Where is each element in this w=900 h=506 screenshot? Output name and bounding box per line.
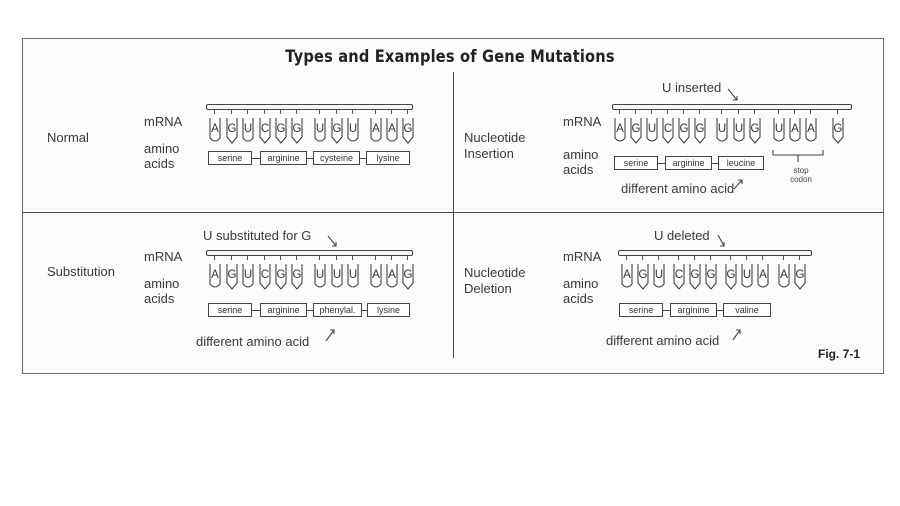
normal-base-letter: G	[332, 123, 342, 135]
substitution-base-letter: U	[243, 269, 253, 281]
insertion-base-letter: C	[663, 123, 673, 135]
deletion-label: Nucleotide Deletion	[464, 265, 526, 296]
normal-base-letter: G	[403, 123, 413, 135]
insertion-base-letter: A	[791, 123, 799, 135]
normal-amino-acid-2: cysteine	[313, 151, 360, 165]
normal-base-letter: A	[372, 123, 380, 135]
substitution-base-letter: G	[403, 269, 413, 281]
substitution-amino-label: amino acids	[144, 276, 180, 306]
normal-amino-label: amino acids	[144, 141, 180, 171]
insertion-note-top: U inserted	[662, 80, 722, 95]
insertion-base-letter: G	[695, 123, 705, 135]
deletion-base-letter: A	[780, 269, 788, 281]
substitution-base-letter: U	[348, 269, 358, 281]
stop-codon-label: stop codon	[790, 166, 812, 184]
normal-amino-acid-3: lysine	[366, 151, 410, 165]
deletion-base-letter: G	[638, 269, 648, 281]
normal-base-letter: U	[315, 123, 325, 135]
normal-base-letter: A	[211, 123, 219, 135]
insertion-amino-acid-0: serine	[614, 156, 658, 170]
substitution-base-letter: G	[292, 269, 302, 281]
deletion-base-letter: G	[706, 269, 716, 281]
deletion-base-letter: A	[623, 269, 631, 281]
insertion-base-letter: U	[647, 123, 657, 135]
insertion-base-letter: G	[833, 123, 843, 135]
substitution-base-letter: U	[332, 269, 342, 281]
deletion-base-letter: C	[674, 269, 684, 281]
insertion-base-letter: A	[807, 123, 815, 135]
insertion-base-letter: G	[631, 123, 641, 135]
substitution-base-letter: C	[260, 269, 270, 281]
insertion-base-letter: U	[734, 123, 744, 135]
insertion-amino-acid-1: arginine	[665, 156, 712, 170]
deletion-base-letter: A	[759, 269, 767, 281]
normal-base-letter: G	[292, 123, 302, 135]
insertion-amino-acid-2: leucine	[718, 156, 764, 170]
insertion-mrna-label: mRNA	[563, 114, 602, 129]
normal-amino-acid-0: serine	[208, 151, 252, 165]
normal-base-letter: A	[388, 123, 396, 135]
deletion-amino-acid-0: serine	[619, 303, 663, 317]
normal-base-letter: C	[260, 123, 270, 135]
figure-title: Types and Examples of Gene Mutations	[285, 47, 615, 67]
substitution-amino-acid-0: serine	[208, 303, 252, 317]
substitution-amino-acid-1: arginine	[260, 303, 307, 317]
deletion-amino-acid-1: arginine	[670, 303, 717, 317]
substitution-note-top: U substituted for G	[203, 228, 312, 243]
insertion-base-letter: U	[717, 123, 727, 135]
deletion-base-letter: G	[690, 269, 700, 281]
substitution-base-letter: G	[227, 269, 237, 281]
normal-base-letter: G	[276, 123, 286, 135]
figure-label: Fig. 7-1	[818, 347, 861, 361]
insertion-base-letter: A	[616, 123, 624, 135]
insertion-label: Nucleotide Insertion	[464, 130, 526, 161]
normal-amino-acid-1: arginine	[260, 151, 307, 165]
insertion-base-letter: G	[679, 123, 689, 135]
normal-mrna-label: mRNA	[144, 114, 183, 129]
deletion-base-letter: G	[795, 269, 805, 281]
insertion-base-letter: U	[774, 123, 784, 135]
insertion-note-bottom: different amino acid	[621, 181, 735, 196]
insertion-base-letter: G	[750, 123, 760, 135]
deletion-mrna-label: mRNA	[563, 249, 602, 264]
substitution-base-letter: G	[276, 269, 286, 281]
deletion-note-bottom: different amino acid	[606, 333, 720, 348]
substitution-base-letter: U	[315, 269, 325, 281]
deletion-base-letter: U	[742, 269, 752, 281]
substitution-note-bottom: different amino acid	[196, 334, 310, 349]
normal-base-letter: U	[243, 123, 253, 135]
normal-label: Normal	[47, 130, 89, 145]
deletion-base-letter: G	[726, 269, 736, 281]
deletion-amino-label: amino acids	[563, 276, 599, 306]
substitution-mrna-label: mRNA	[144, 249, 183, 264]
substitution-label: Substitution	[47, 264, 115, 279]
deletion-note-top: U deleted	[654, 228, 710, 243]
substitution-amino-acid-3: lysine	[367, 303, 410, 317]
substitution-base-letter: A	[388, 269, 396, 281]
deletion-amino-acid-2: valine	[723, 303, 771, 317]
substitution-base-letter: A	[211, 269, 219, 281]
insertion-amino-label: amino acids	[563, 147, 599, 177]
normal-base-letter: U	[348, 123, 358, 135]
substitution-base-letter: A	[372, 269, 380, 281]
substitution-amino-acid-2: phenylal.	[313, 303, 362, 317]
deletion-base-letter: U	[654, 269, 664, 281]
normal-base-letter: G	[227, 123, 237, 135]
